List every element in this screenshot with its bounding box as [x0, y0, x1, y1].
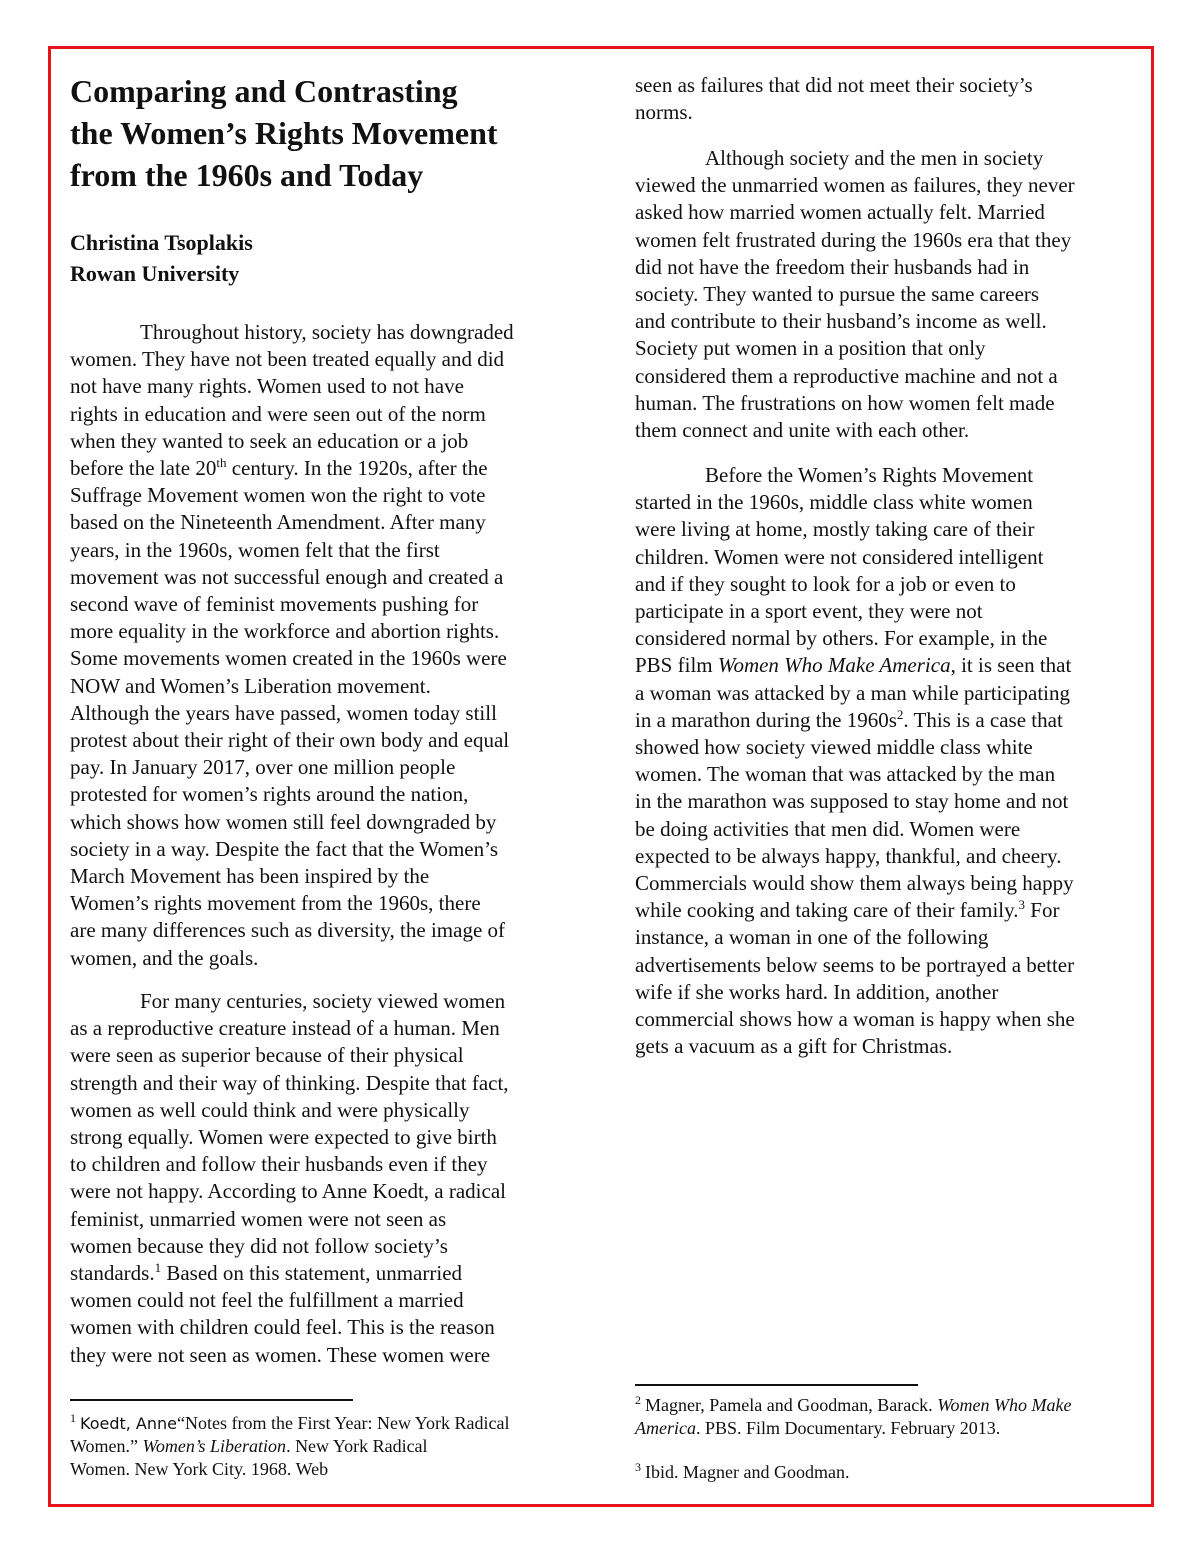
text-line: strength and their way of thinking. Despite that fact,	[70, 1070, 509, 1095]
footnote-number: 1	[70, 1411, 76, 1425]
text-line: and if they sought to look for a job or even to	[635, 571, 1016, 596]
text-line: women, and the goals.	[70, 945, 259, 970]
text-line: human. The frustrations on how women felt made	[635, 390, 1055, 415]
text-line: and contribute to their husband’s income as well.	[635, 309, 1047, 334]
footnote-ref-1[interactable]: 1	[154, 1260, 162, 1276]
author-block	[70, 227, 570, 289]
text-line: women with children could feel. This is the reason	[70, 1315, 495, 1340]
text-line: Women’s rights movement from the 1960s, there	[70, 891, 481, 916]
footnote-3	[635, 1461, 1135, 1484]
footnote-number: 3	[635, 1460, 641, 1474]
text-line: viewed the unmarried women as failures, they never	[635, 173, 1075, 198]
footnote-line	[635, 1461, 1135, 1484]
text-line: Some movements women created in the 1960s were	[70, 646, 507, 671]
text-line: to children and follow their husbands even if they	[70, 1152, 488, 1177]
text-line: instance, a woman in one of the following	[635, 925, 989, 950]
footnote-line: Women. New York City. 1968. Web	[70, 1459, 329, 1479]
footnote-divider	[70, 1399, 353, 1401]
text-line: society in a way. Despite the fact that the Women’s	[70, 836, 499, 861]
text-line: second wave of feminist movements pushing for	[70, 592, 479, 617]
text-line: a woman was attacked by a man while participating	[635, 680, 1071, 705]
title-line: the Women’s Rights Movement	[70, 115, 498, 151]
text-line: women. The woman that was attacked by the man	[635, 762, 1056, 787]
text-line: NOW and Women’s Liberation movement.	[70, 673, 431, 698]
text-line: in the marathon was supposed to stay home and not	[635, 789, 1069, 814]
text-line: as a reproductive creature instead of a human. Men	[70, 1016, 500, 1041]
text-line: movement was not successful enough and created a	[70, 564, 504, 589]
text-line: gets a vacuum as a gift for Christmas.	[635, 1034, 953, 1059]
text-line: norms.	[635, 100, 693, 125]
text-line: wife if she works hard. In addition, another	[635, 979, 999, 1004]
text-line: women because they did not follow society’s	[70, 1233, 448, 1258]
text-span: while cooking and taking care of their family.	[635, 898, 1019, 923]
text-line	[635, 897, 1135, 924]
text-line: be doing activities that men did. Women were	[635, 816, 1021, 841]
text-span: , it is seen that	[950, 653, 1072, 678]
text-line: Suffrage Movement women won the right to vote	[70, 483, 486, 508]
footnote-ref-3[interactable]: 3	[1018, 897, 1026, 913]
paragraph-continuation	[635, 72, 1135, 126]
text-span: PBS film	[635, 653, 718, 678]
title-line: from the 1960s and Today	[70, 157, 424, 193]
footnote-number: 2	[635, 1393, 641, 1407]
footnote-divider	[635, 1384, 918, 1386]
text-line: March Movement has been inspired by the	[70, 864, 430, 889]
text-line: rights in education and were seen out of the norm	[70, 401, 486, 426]
text-line: were living at home, mostly taking care of their	[635, 517, 1035, 542]
text-line: women felt frustrated during the 1960s era that they	[635, 227, 1072, 252]
text-line: Before the Women’s Rights Movement	[705, 463, 1034, 487]
text-line: considered normal by others. For example, in the	[635, 626, 1048, 651]
footnote-line	[70, 1435, 640, 1458]
footnote-author: Koedt, Anne	[80, 1414, 177, 1433]
text-line: Society put women in a position that only	[635, 336, 986, 361]
text-line: were not happy. According to Anne Koedt, a radical	[70, 1179, 506, 1204]
text-span: For	[1025, 898, 1060, 923]
footnote-italic: America	[635, 1418, 696, 1438]
text-line: which shows how women still feel downgraded by	[70, 809, 497, 834]
text-line: started in the 1960s, middle class white women	[635, 490, 1033, 515]
text-line: women. They have not been treated equally and did	[70, 347, 505, 372]
text-line: For many centuries, society viewed women	[140, 989, 506, 1013]
text-line: society. They wanted to pursue the same careers	[635, 282, 1040, 307]
text-span: before the late 20	[70, 456, 217, 481]
paragraph-1-rest	[70, 482, 570, 972]
paragraph-4-lines	[635, 462, 1135, 652]
text-line: they were not seen as women. These women were	[70, 1342, 491, 1367]
film-title: Women Who Make America	[717, 653, 951, 678]
text-line	[70, 455, 570, 482]
text-line: pay. In January 2017, over one million people	[70, 755, 456, 780]
text-line: when they wanted to seek an education or a job	[70, 428, 469, 453]
text-span: Based on this statement, unmarried	[161, 1261, 463, 1286]
text-line: strong equally. Women were expected to give birth	[70, 1125, 497, 1150]
text-line: children. Women were not considered intelligent	[635, 544, 1044, 569]
paragraph-4-lines	[635, 924, 1135, 1060]
author-affiliation: Rowan University	[70, 261, 240, 286]
footnote-line	[70, 1411, 640, 1435]
text-line: women as well could think and were physically	[70, 1097, 470, 1122]
paragraph-4	[635, 462, 1135, 1060]
text-line: them connect and unite with each other.	[635, 418, 970, 443]
text-line: were seen as superior because of their physical	[70, 1043, 464, 1068]
text-line: Although the years have passed, women today still	[70, 700, 497, 725]
paragraph-1	[70, 319, 570, 972]
footnote-ref-2[interactable]: 2	[896, 706, 904, 722]
text-line: feminist, unmarried women were not seen as	[70, 1206, 447, 1231]
footnote-1	[70, 1412, 640, 1481]
text-line: protest about their right of their own body and equal	[70, 728, 510, 753]
footnote-italic: Women’s Liberation	[142, 1436, 287, 1456]
superscript: th	[216, 455, 227, 471]
paragraph-3-lines	[635, 145, 1135, 444]
footnote-text: Magner, Pamela and Goodman, Barack.	[645, 1395, 938, 1415]
text-line	[635, 652, 1135, 679]
text-line: advertisements below seems to be portrayed a better	[635, 952, 1075, 977]
paragraph-2	[70, 988, 570, 1369]
text-line: considered them a reproductive machine and not a	[635, 363, 1058, 388]
footnote-text: “Notes from the First Year: New York Radical	[177, 1413, 510, 1433]
text-line: asked how married women actually felt. Married	[635, 200, 1045, 225]
text-span: . This is a case that	[903, 707, 1063, 732]
footnote-line	[635, 1417, 1135, 1440]
footnote-italic: Women Who Make	[937, 1395, 1072, 1415]
text-span: in a marathon during the 1960s	[635, 707, 897, 732]
text-line: based on the Nineteenth Amendment. After many	[70, 510, 486, 535]
text-line: seen as failures that did not meet their society’s	[635, 73, 1033, 97]
text-line: protested for women’s rights around the nation,	[70, 782, 469, 807]
footnote-text: Women.”	[70, 1436, 143, 1456]
text-line: women could not feel the fulfillment a married	[70, 1288, 464, 1313]
text-line: Commercials would show them always being happy	[635, 871, 1074, 896]
footnote-line	[635, 1394, 1135, 1417]
author-name: Christina Tsoplakis	[70, 230, 253, 255]
text-line: Although society and the men in society	[705, 146, 1044, 170]
text-line: Throughout history, society has downgraded	[140, 320, 514, 344]
footnote-text: . New York Radical	[286, 1436, 428, 1456]
text-line	[635, 707, 1135, 734]
text-line: more equality in the workforce and abortion rights.	[70, 619, 500, 644]
text-line: participate in a sport event, they were not	[635, 599, 983, 624]
text-line: commercial shows how a woman is happy when she	[635, 1007, 1075, 1032]
text-line: showed how society viewed middle class white	[635, 735, 1033, 760]
footnote-text: Ibid. Magner and Goodman.	[645, 1462, 850, 1482]
footnote-text: . PBS. Film Documentary. February 2013.	[695, 1418, 1001, 1438]
text-line: are many differences such as diversity, the image of	[70, 918, 506, 943]
paragraph-2-lines	[70, 988, 570, 1260]
paragraph-3	[635, 145, 1135, 444]
text-span: standards.	[70, 1261, 155, 1286]
text-line	[70, 1260, 570, 1287]
text-line: expected to be always happy, thankful, and cheery.	[635, 843, 1062, 868]
title-line: Comparing and Contrasting	[70, 73, 458, 109]
text-line: years, in the 1960s, women felt that the first	[70, 537, 440, 562]
paragraph-4-lines	[635, 734, 1135, 897]
footnote-2	[635, 1394, 1135, 1440]
text-span: century. In the 1920s, after the	[226, 456, 488, 481]
text-line: did not have the freedom their husbands had in	[635, 254, 1030, 279]
text-line: not have many rights. Women used to not have	[70, 374, 464, 399]
paper-title	[70, 70, 570, 196]
